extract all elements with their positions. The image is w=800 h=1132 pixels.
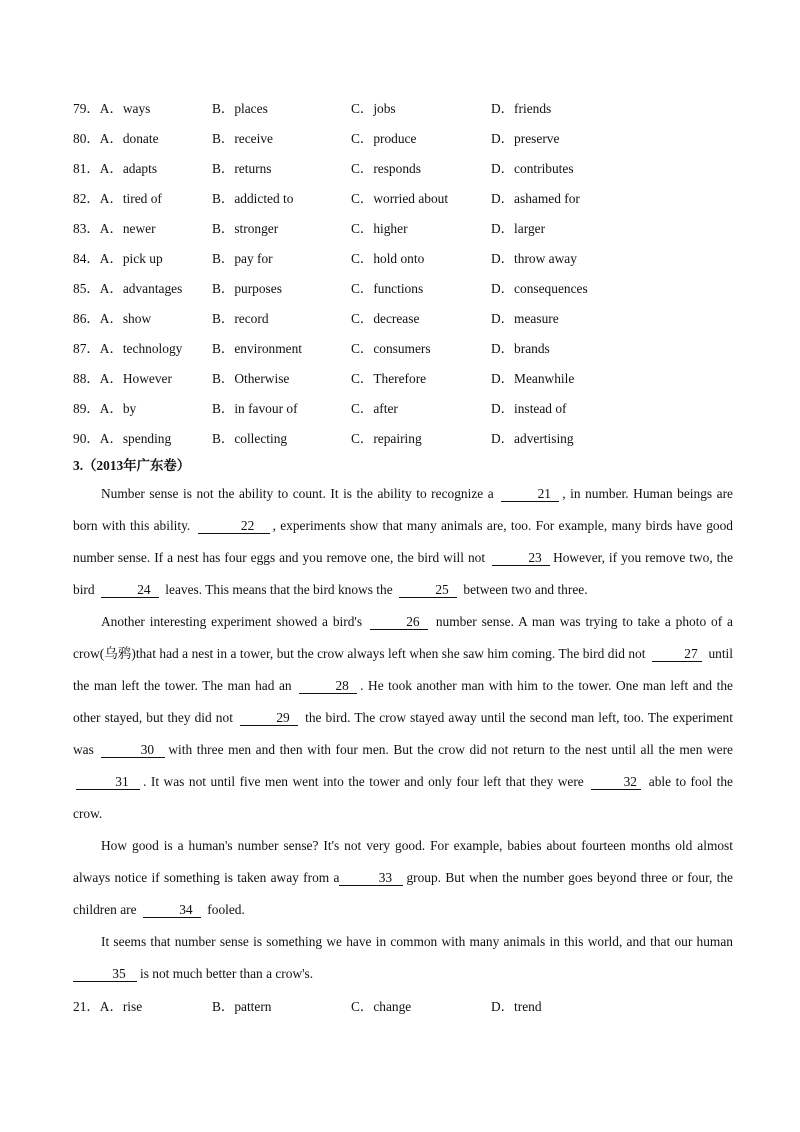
blank-23: 23 (492, 551, 550, 566)
section-heading: 3.（2013年广东卷） (73, 458, 191, 473)
option-d: D．measure (491, 310, 559, 326)
option-c: C．produce (351, 130, 417, 146)
blank-33: 33 (339, 871, 403, 886)
question-options-89 (73, 392, 733, 422)
option-c: C．repairing (351, 430, 422, 446)
option-c: C．consumers (351, 340, 431, 356)
blank-22: 22 (198, 519, 270, 534)
option-a: 89．A．by (73, 400, 137, 416)
option-b: B．record (212, 310, 269, 326)
option-d: D．ashamed for (491, 190, 580, 206)
option-b: B．in favour of (212, 400, 298, 416)
option-a: 87．A．technology (73, 340, 183, 356)
option-a: 84．A．pick up (73, 250, 163, 266)
blank-32: 32 (591, 775, 641, 790)
question-options-83 (73, 212, 733, 242)
option-a: 81．A．adapts (73, 160, 158, 176)
question-options-81 (73, 152, 733, 182)
option-b: B．receive (212, 130, 273, 146)
blank-27: 27 (652, 647, 702, 662)
option-a: 86．A．show (73, 310, 152, 326)
option-b: B．returns (212, 160, 272, 176)
question-options-87 (73, 332, 733, 362)
option-b: B．environment (212, 340, 303, 356)
option-b: B．Otherwise (212, 370, 290, 386)
option-a: 79．A．ways (73, 100, 151, 116)
question-options-79 (73, 92, 733, 122)
blank-28: 28 (299, 679, 357, 694)
option-c: C．jobs (351, 100, 396, 116)
option-c: C．higher (351, 220, 408, 236)
option-b: B．pay for (212, 250, 273, 266)
option-a: 85．A．advantages (73, 280, 183, 296)
question-options-90 (73, 422, 733, 452)
question-options-85 (73, 272, 733, 302)
blank-30: 30 (101, 743, 165, 758)
option-d: D．consequences (491, 280, 588, 296)
passage-paragraph-1: Number sense is not the ability to count. It is the ability to recognize a 21 , in number. Human beings are born with this ability. 22 , experiments show that many animals are, too. For example, many birds have good number sense. If a nest has four eggs and you remove one, the bird will not 23 However, if you remove two, the bird 24 leaves. This means that the bird knows the 25 between two and three. (73, 486, 734, 597)
blank-25: 25 (399, 583, 457, 598)
option-b: B．pattern (212, 998, 272, 1014)
passage-paragraph-4: It seems that number sense is something we have in common with many animals in this world, and that our human35 is not much better than a crow's. (73, 926, 733, 990)
option-d: D．Meanwhile (491, 370, 575, 386)
passage-paragraph-2: Another interesting experiment showed a bird's 26 number sense. A man was trying to take a photo of a crow(乌鸦)that had a nest in a tower, but the crow always left when she saw him coming. The bird did not 27 until the man left the tower. The man had an 28 . He took another man with him to the tower. One man left and the other stayed, but they did not 29 the bird. The crow stayed away until the second man left, too. The experiment was 30 with three men and then with four men. But the crow did not return to the nest until all the men were 31 . It was not until five men went into the tower and only four left that they were 32 able to fool the crow. (73, 614, 733, 821)
option-c: C．Therefore (351, 370, 427, 386)
option-d: D．instead of (491, 400, 567, 416)
option-a: 90．A．spending (73, 430, 172, 446)
options-list-bottom (73, 990, 733, 1020)
blank-31: 31 (76, 775, 140, 790)
option-c: C．decrease (351, 310, 420, 326)
option-c: C．worried about (351, 190, 449, 206)
blank-34: 34 (143, 903, 201, 918)
question-options-84 (73, 242, 733, 272)
blank-35: 35 (73, 967, 137, 982)
option-a: 82．A．tired of (73, 190, 162, 206)
blank-26: 26 (370, 615, 428, 630)
option-d: D．advertising (491, 430, 574, 446)
blank-29: 29 (240, 711, 298, 726)
passage-paragraph-3: How good is a human's number sense? It's not very good. For example, babies about fourteen months old almost always notice if something is taken away from a 33 group. But when the number goes beyond three or four, the children are 34 fooled. (73, 838, 733, 917)
option-a: 88．A．However (73, 370, 172, 386)
option-a: 83．A．newer (73, 220, 156, 236)
option-b: B．addicted to (212, 190, 294, 206)
option-d: D．larger (491, 220, 546, 236)
question-options-88 (73, 362, 733, 392)
option-b: B．purposes (212, 280, 282, 296)
question-options-21 (73, 990, 733, 1020)
option-b: B．places (212, 100, 268, 116)
option-d: D．trend (491, 998, 542, 1014)
option-d: D．throw away (491, 250, 577, 266)
question-options-86 (73, 302, 733, 332)
option-c: C．responds (351, 160, 421, 176)
option-d: D．contributes (491, 160, 574, 176)
option-a: 21．A．rise (73, 998, 143, 1014)
option-c: C．hold onto (351, 250, 425, 266)
option-d: D．preserve (491, 130, 560, 146)
option-d: D．friends (491, 100, 552, 116)
option-c: C．after (351, 400, 398, 416)
options-list-top (73, 92, 733, 452)
blank-21: 21 (501, 487, 559, 502)
option-a: 80．A．donate (73, 130, 159, 146)
question-options-80 (73, 122, 733, 152)
option-d: D．brands (491, 340, 550, 356)
blank-24: 24 (101, 583, 159, 598)
document-page (73, 92, 733, 1020)
option-c: C．change (351, 998, 412, 1014)
question-options-82 (73, 182, 733, 212)
option-b: B．collecting (212, 430, 288, 446)
option-b: B．stronger (212, 220, 279, 236)
option-c: C．functions (351, 280, 424, 296)
